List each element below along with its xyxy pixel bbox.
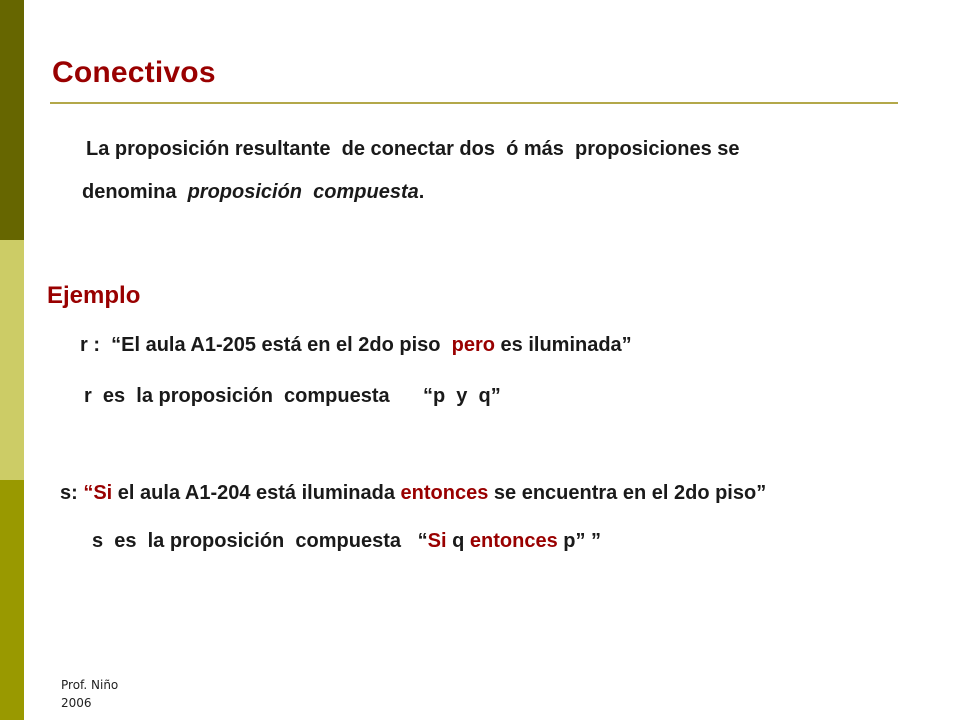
s-text-middle: el aula A1-204 está iluminada bbox=[112, 482, 401, 504]
s-quote-open: “ bbox=[83, 482, 94, 504]
side-bar-bottom bbox=[0, 480, 24, 720]
s-label: s: bbox=[60, 482, 84, 504]
intro-text: denomina bbox=[82, 181, 188, 203]
s-si: Si bbox=[93, 482, 113, 504]
example-heading: Ejemplo bbox=[47, 282, 141, 309]
slide-title: Conectivos bbox=[52, 56, 216, 89]
example-r-compound: r es la proposición compuesta “p y q” bbox=[84, 385, 501, 407]
s-text-end: se encuentra en el 2do piso” bbox=[488, 482, 767, 504]
s-compound-q: q bbox=[446, 530, 470, 552]
s-compound-si: Si bbox=[427, 530, 447, 552]
intro-line-1: La proposición resultante de conectar dos ó más proposiciones se bbox=[86, 138, 740, 160]
side-bar-top bbox=[0, 0, 24, 240]
example-r-statement bbox=[80, 334, 632, 357]
footer-credit bbox=[61, 676, 118, 712]
r-connective: pero bbox=[451, 334, 495, 356]
s-connective: entonces bbox=[400, 482, 489, 504]
s-compound-entonces: entonces bbox=[469, 530, 558, 552]
s-compound-p: p” ” bbox=[557, 530, 602, 552]
side-bar-middle bbox=[0, 240, 24, 480]
r-text-end: es iluminada” bbox=[494, 334, 632, 356]
footer-year: 2006 bbox=[61, 696, 92, 710]
s-compound-text: s es la proposición compuesta “ bbox=[92, 530, 428, 552]
intro-period: . bbox=[418, 181, 425, 203]
r-text-start: r : “El aula A1-205 está en el 2do piso bbox=[80, 334, 452, 356]
intro-term: proposición compuesta bbox=[187, 181, 419, 203]
example-s-compound bbox=[92, 530, 601, 553]
title-underline bbox=[50, 102, 898, 104]
footer-author: Prof. Niño bbox=[61, 678, 119, 692]
example-s-statement bbox=[60, 482, 766, 505]
intro-line-2 bbox=[82, 181, 424, 204]
